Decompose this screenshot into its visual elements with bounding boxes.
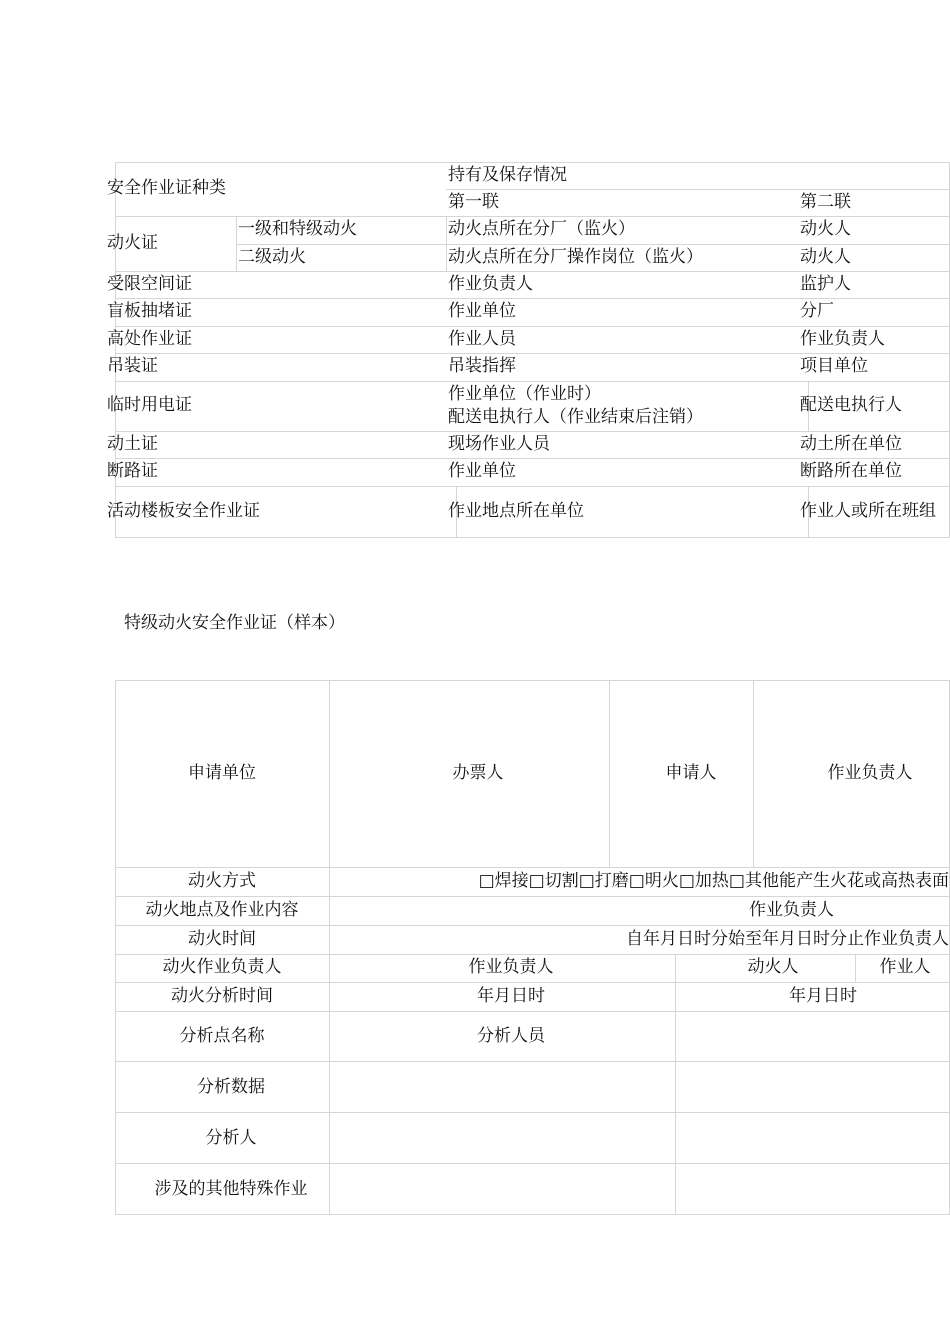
copy1-cell: 作业地点所在单位 bbox=[448, 501, 584, 521]
fire-method-label: 动火方式 bbox=[188, 871, 256, 891]
sample-permit-title: 特级动火安全作业证（样本） bbox=[124, 613, 345, 633]
copy2-cell: 动火人 bbox=[800, 219, 851, 239]
permit-type: 吊装证 bbox=[107, 356, 158, 376]
analyst-label: 分析人 bbox=[205, 1128, 257, 1148]
copy1-cell: 动火点所在分厂（监火） bbox=[448, 219, 635, 239]
copy1-cell: 作业单位 bbox=[448, 461, 516, 481]
copy2-cell: 断路所在单位 bbox=[800, 461, 902, 481]
permit-type: 活动楼板安全作业证 bbox=[107, 501, 260, 521]
header-holding-status: 持有及保存情况 bbox=[448, 165, 567, 185]
analysis-time-2: 年月日时 bbox=[789, 986, 857, 1006]
work-leader-label: 作业负责人 bbox=[827, 763, 913, 783]
permit-type: 高处作业证 bbox=[107, 329, 192, 349]
copy1-cell: 作业人员 bbox=[448, 329, 516, 349]
permit-type: 动土证 bbox=[107, 434, 158, 454]
copy2-cell: 监护人 bbox=[800, 274, 851, 294]
copy2-cell: 动火人 bbox=[800, 247, 851, 267]
analysis-data-label: 分析数据 bbox=[197, 1077, 265, 1097]
permit-sub-level1: 一级和特级动火 bbox=[238, 219, 357, 239]
analyst-staff-label: 分析人员 bbox=[477, 1026, 545, 1046]
header-permit-type: 安全作业证种类 bbox=[107, 178, 226, 198]
copy1-cell: 作业单位 bbox=[448, 301, 516, 321]
copy2-cell: 配送电执行人 bbox=[800, 395, 902, 415]
fire-method-options: □焊接□切割□打磨□明火□加热□其他能产生火花或高热表面 bbox=[478, 871, 949, 891]
copy1-cell: 作业负责人 bbox=[448, 274, 533, 294]
copy2-cell: 动土所在单位 bbox=[800, 434, 902, 454]
fire-person-label: 动火人 bbox=[747, 957, 799, 977]
copy1-cell-line2: 配送电执行人（作业结束后注销） bbox=[448, 407, 703, 427]
copy2-cell: 作业人或所在班组 bbox=[800, 501, 936, 521]
copy2-cell: 作业负责人 bbox=[800, 329, 885, 349]
analysis-point-label: 分析点名称 bbox=[179, 1026, 265, 1046]
applicant-unit-label: 申请单位 bbox=[188, 763, 256, 783]
permit-type: 临时用电证 bbox=[107, 395, 192, 415]
location-value: 作业负责人 bbox=[749, 900, 834, 920]
other-special-work-label: 涉及的其他特殊作业 bbox=[154, 1179, 308, 1199]
permit-fire: 动火证 bbox=[107, 233, 158, 253]
header-copy-1: 第一联 bbox=[448, 192, 499, 212]
applicant-label: 申请人 bbox=[665, 763, 717, 783]
location-label: 动火地点及作业内容 bbox=[145, 900, 299, 920]
worker-label: 作业人 bbox=[879, 957, 931, 977]
copy1-cell: 现场作业人员 bbox=[448, 434, 550, 454]
copy2-cell: 分厂 bbox=[800, 301, 834, 321]
analysis-time-label: 动火分析时间 bbox=[171, 986, 273, 1006]
copy1-cell: 动火点所在分厂操作岗位（监火） bbox=[448, 247, 703, 267]
fire-time-value: 自年月日时分始至年月日时分止作业负责人 bbox=[626, 929, 949, 949]
header-copy-2: 第二联 bbox=[800, 192, 851, 212]
copy1-cell: 吊装指挥 bbox=[448, 356, 516, 376]
ticket-handler-label: 办票人 bbox=[452, 763, 504, 783]
copy2-cell: 项目单位 bbox=[800, 356, 868, 376]
permit-type: 断路证 bbox=[107, 461, 158, 481]
permit-type: 受限空间证 bbox=[107, 274, 192, 294]
fire-leader-value: 作业负责人 bbox=[468, 957, 554, 977]
permit-sub-level2: 二级动火 bbox=[238, 247, 306, 267]
fire-leader-label: 动火作业负责人 bbox=[162, 957, 282, 977]
fire-time-label: 动火时间 bbox=[188, 929, 256, 949]
copy1-cell-line1: 作业单位（作业时） bbox=[448, 384, 601, 404]
permit-type: 盲板抽堵证 bbox=[107, 301, 192, 321]
analysis-time-1: 年月日时 bbox=[477, 986, 545, 1006]
